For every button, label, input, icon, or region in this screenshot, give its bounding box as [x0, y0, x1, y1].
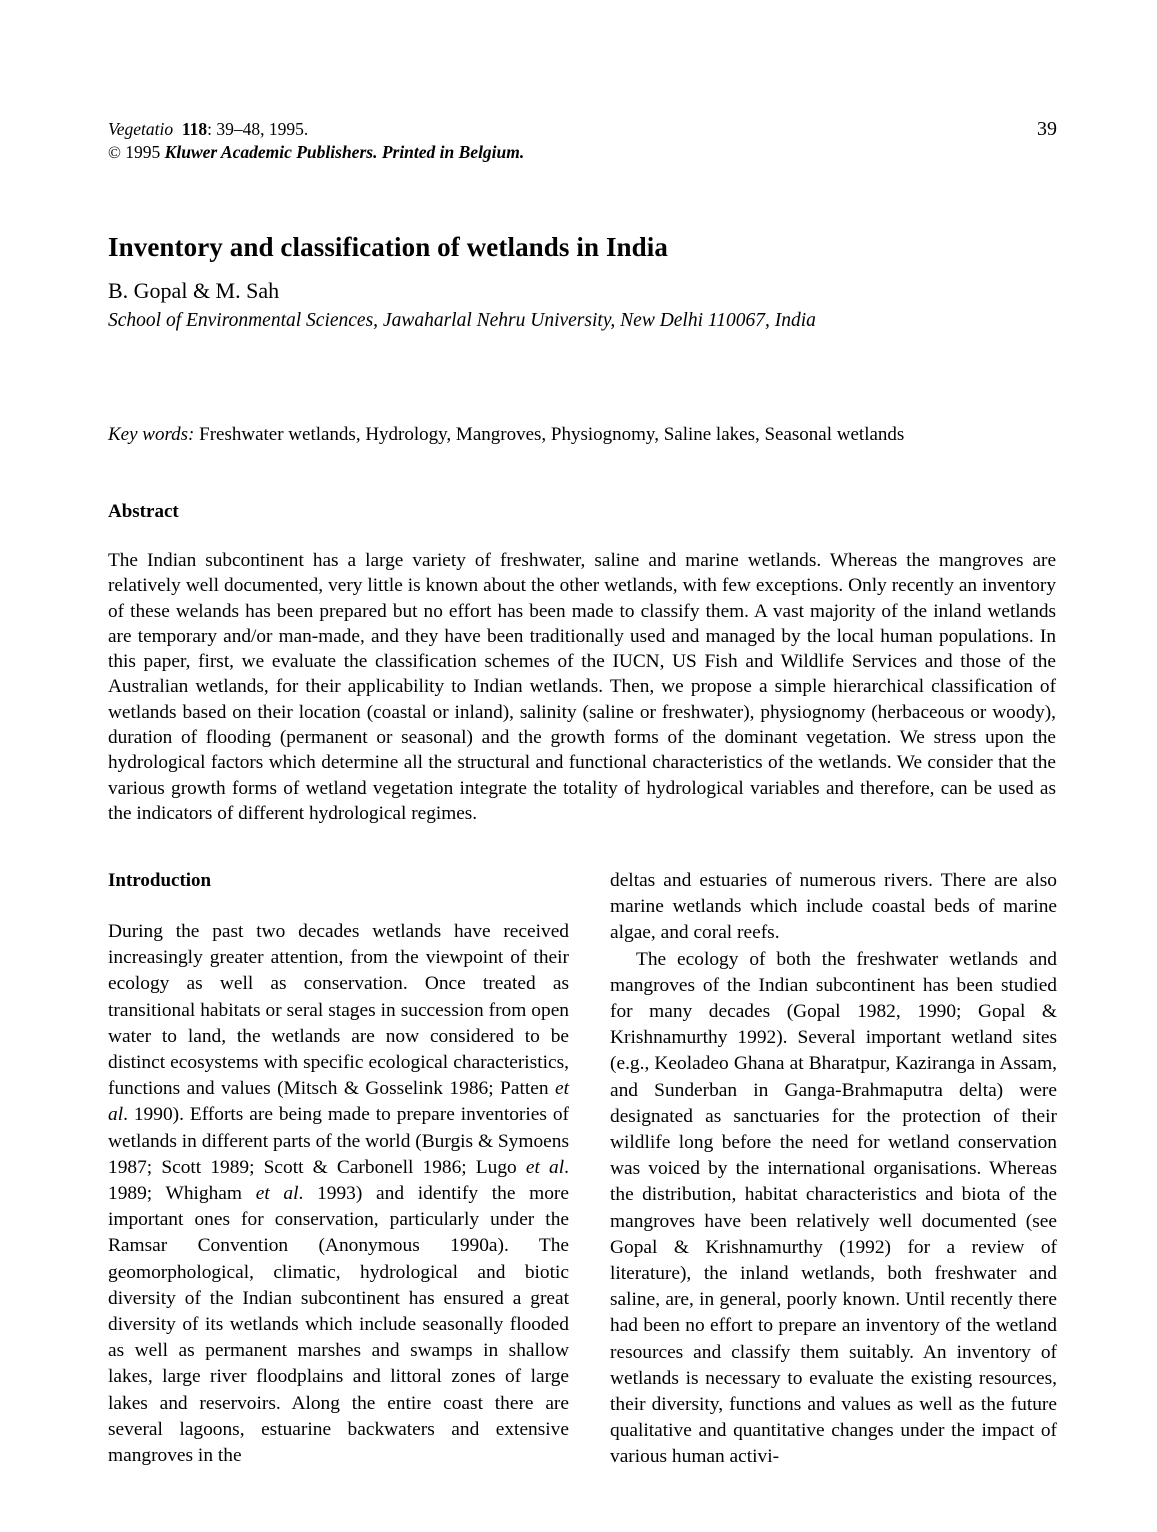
author-list: B. Gopal & M. Sah	[108, 278, 280, 303]
et-al-italic: et al	[108, 1078, 569, 1126]
abstract-heading: Abstract	[108, 501, 179, 522]
body-column-left	[108, 868, 569, 1469]
paragraph-text: . 1993) and identify the more important ones for conservation, particularly under the Ramsar Convention (Anonymous 1990a). The geomorphological, climatic, hydrological and biotic diversity of the Indian subcontinent has ensured a great diversity of its wetlands which include seasonally flooded as well as permanent marshes and swamps in shallow lakes, large river floodplains and littoral zones of large lakes and reservoirs. Along the entire coast there are several lagoons, estuarine backwaters and extensive mangroves in the	[108, 1183, 569, 1467]
keywords-label: Key words:	[108, 424, 195, 445]
author-affiliation: School of Environmental Sciences, Jawaharlal Nehru University, New Delhi 110067, India	[108, 310, 816, 331]
paragraph: deltas and estuaries of numerous rivers. There are also marine wetlands which include coastal beds of marine algae, and coral reefs.	[610, 870, 1057, 944]
paragraph-text: . 1989; Whigham	[108, 1156, 569, 1205]
page-number: 39	[1037, 118, 1057, 140]
journal-pages-year: : 39–48, 1995.	[207, 119, 309, 139]
paragraph-text: During the past two decades wetlands have received increasingly greater attention, from the viewpoint of their ecology as well as conservation. Once treated as transitional habitats or seral stages in succession from open water to land, the wetlands are now considered to be distinct ecosystems with specific ecological characteristics, functions and values (Mitsch & Gosselink 1986; Patten	[108, 921, 569, 1100]
publisher-name: Kluwer Academic Publishers. Printed in Belgium.	[164, 142, 525, 162]
paragraph-text: . 1990). Efforts are being made to prepare inventories of wetlands in different parts of the world (Burgis & Symoens 1987; Scott 1989; Scott & Carbonell 1986; Lugo	[108, 1104, 569, 1178]
paragraph	[108, 919, 569, 1469]
running-head	[108, 118, 1058, 164]
copyright-line	[108, 141, 1058, 164]
keywords-values: Freshwater wetlands, Hydrology, Mangroves, Physiognomy, Saline lakes, Seasonal wetlands	[194, 424, 905, 445]
copyright-year: 1995	[125, 142, 161, 162]
page-title: Inventory and classification of wetlands in India	[108, 232, 668, 263]
section-heading-introduction: Introduction	[108, 870, 212, 891]
et-al-italic: et al	[525, 1156, 565, 1178]
et-al-italic: et al	[255, 1183, 299, 1205]
copyright-icon: ©	[108, 143, 121, 162]
journal-volume: 118	[181, 119, 208, 139]
keywords-line	[108, 422, 1058, 447]
body-column-right	[610, 868, 1057, 1471]
journal-citation-line	[108, 118, 1058, 141]
abstract-body: The Indian subcontinent has a large variety of freshwater, saline and marine wetlands. Whereas the mangroves are relatively well documented, very little is known about the other wetlands, with few exceptions. Only recently an inventory of these welands has been prepared but no effort has been made to classify them. A vast majority of the inland wetlands are temporary and/or man-made, and they have been traditionally used and managed by the local human populations. In this paper, first, we evaluate the classification schemes of the IUCN, US Fish and Wildlife Services and those of the Australian wetlands, for their applicability to Indian wetlands. Then, we propose a simple hierarchical classification of wetlands based on their location (coastal or inland), salinity (saline or freshwater), physiognomy (herbaceous or woody), duration of flooding (permanent or seasonal) and the growth forms of the dominant vegetation. We stress upon the hydrological factors which determine all the structural and functional characteristics of the wetlands. We consider that the various growth forms of wetland vegetation integrate the totality of hydrological variables and therefore, can be used as the indicators of different hydrological regimes.	[108, 550, 1056, 824]
journal-name: Vegetatio	[108, 119, 174, 139]
paragraph: The ecology of both the freshwater wetlands and mangroves of the Indian subcontinent has been studied for many decades (Gopal 1982, 1990; Gopal & Krishnamurthy 1992). Several important wetland sites (e.g., Keoladeo Ghana at Bharatpur, Kaziranga in Assam, and Sunderban in Ganga-Brahmaputra delta) were designated as sanctuaries for the protection of their wildlife long before the need for wetland conservation was voiced by the international organisations. Whereas the distribution, habitat characteristics and biota of the mangroves have been relatively well documented (see Gopal & Krishnamurthy (1992) for a review of literature), the inland wetlands, both freshwater and saline, are, in general, poorly known. Until recently there had been no effort to prepare an inventory of the wetland resources and classify them suitably. An inventory of wetlands is necessary to evaluate the existing resources, their diversity, functions and values as well as the future qualitative and quantitative changes under the impact of various human activi-	[610, 948, 1057, 1468]
